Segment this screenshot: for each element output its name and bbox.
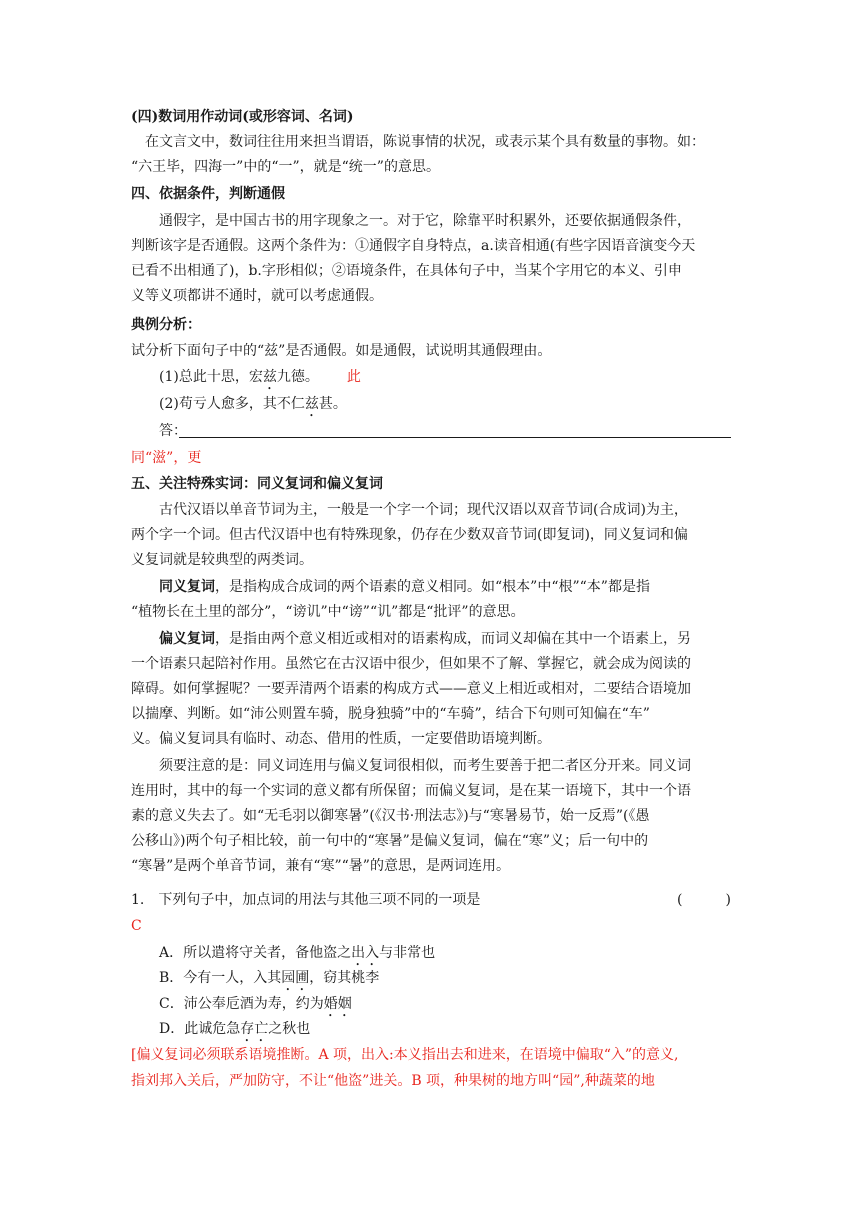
- option-text: 之秋也: [268, 1021, 311, 1037]
- dotted-word: 婚姻: [323, 996, 352, 1012]
- answer-text: 同“滋”，更: [131, 450, 202, 466]
- paragraph-line: 在文言文中，数词往往用来担当谓语，陈说事情的状况，或表示某个具有数量的事物。如：: [145, 134, 705, 150]
- dotted-word: 存亡: [240, 1021, 269, 1037]
- option-d: [159, 1020, 759, 1045]
- option-text: ，窃其桃李: [309, 970, 380, 986]
- option-b: [159, 969, 759, 994]
- question-1-answer: C: [131, 918, 142, 934]
- tongyi-paragraph-first-line: [159, 578, 759, 597]
- section-heading-4: 四、依据条件，判断通假: [131, 186, 285, 202]
- example-text: (1)总此十思，宏: [159, 369, 263, 385]
- paragraph-line: 素的意义失去了。如“无毛羽以御寒暑”(《汉书·刑法志》)与“寒暑易节，始一反焉”(《愚: [131, 808, 650, 824]
- pianyi-paragraph-first-line: [159, 630, 759, 649]
- explanation-line: 指刘邦入关后，严加防守，不让“他盗”进关。B 项，种果树的地方叫“园”,种蔬菜的地: [131, 1073, 655, 1089]
- option-text: B．今有一人，入其: [159, 970, 282, 986]
- answer-label: 答：: [159, 423, 187, 439]
- dotted-char: 兹: [262, 369, 277, 385]
- paragraph-line: 障碍。如何掌握呢？一要弄清两个语素的构成方式——意义上相近或相对，二要结合语境加: [131, 681, 691, 697]
- example-heading: 典例分析：: [131, 317, 201, 333]
- paragraph-line: 古代汉语以单音节词为主，一般是一个字一个词；现代汉语以双音节词(合成词)为主，: [159, 502, 688, 518]
- paragraph-line: 义等义项都讲不通时，就可以考虑通假。: [131, 288, 383, 304]
- paragraph-text: ，是指构成合成词的两个语素的意义相同。如“根本”中“根”“本”都是指: [215, 579, 650, 595]
- example-answer: 此: [346, 369, 361, 385]
- option-text: 与非常也: [379, 945, 436, 961]
- paragraph-line: 两个字一个词。但古代汉语中也有特殊现象，仍存在少数双音节词(即复词)，同义复词和偏: [131, 527, 688, 543]
- paragraph-line: 已看不出相通了)，b.字形相似；②语境条件，在具体句子中，当某个字用它的本义、引申: [131, 263, 682, 279]
- example-question: 试分析下面句子中的“兹”是否通假。如是通假，试说明其通假理由。: [131, 343, 552, 359]
- paren-close: ): [725, 892, 731, 908]
- paragraph-line: “寒暑”是两个单音节词，兼有“寒”“暑”的意思，是两词连用。: [131, 858, 510, 874]
- paragraph-text: ，是指由两个意义相近或相对的语素构成，而词义却偏在其中一个语素上，另: [215, 631, 691, 647]
- dotted-char: 兹: [304, 396, 319, 412]
- paragraph-line: 一个语素只起陪衬作用。虽然它在古汉语中很少，但如果不了解、掌握它，就会成为阅读的: [131, 656, 691, 672]
- dotted-word: 园圃: [281, 970, 310, 986]
- example-text: (2)苟亏人愈多，其不仁: [159, 396, 305, 412]
- example-item-1: [159, 368, 759, 393]
- option-text: D．此诚危急: [159, 1021, 241, 1037]
- paragraph-line: 以揣摩、判断。如“沛公则置车骑，脱身独骑”中的“车骑”，结合下句则可知偏在“车”: [131, 706, 650, 722]
- paren-open: (: [677, 892, 683, 908]
- option-text: A．所以遣将守关者，备他盗之: [159, 945, 352, 961]
- example-text: 九德。: [276, 369, 319, 385]
- paragraph-line: 通假字，是中国古书的用字现象之一。对于它，除靠平时积累外，还要依据通假条件，: [159, 213, 691, 229]
- paragraph-line: 连用时，其中的每一个实词的意义都有所保留；而偏义复词，是在某一语境下，其中一个语: [131, 783, 691, 799]
- term-tongyi: 同义复词: [159, 579, 215, 595]
- paragraph-line: 判断该字是否通假。这两个条件为：①通假字自身特点，a.读音相通(有些字因语音演变今天: [131, 238, 696, 254]
- section-heading-5: 五、关注特殊实词：同义复词和偏义复词: [131, 476, 383, 492]
- section4-subheading: (四)数词用作动词(或形容词、名词): [131, 109, 354, 125]
- option-a: [159, 944, 759, 969]
- answer-blank-line: [179, 437, 731, 438]
- option-text: C．沛公奉卮酒为寿，约为: [159, 996, 324, 1012]
- paragraph-line: “六王毕，四海一”中的“一”，就是“统一”的意思。: [131, 159, 440, 175]
- example-text: 甚。: [318, 396, 347, 412]
- question-1: 1. 下列句子中，加点词的用法与其他三项不同的一项是: [131, 892, 481, 908]
- paragraph-line: 义复词就是较典型的两类词。: [131, 552, 313, 568]
- dotted-word: 出入: [351, 945, 380, 961]
- paragraph-line: 须要注意的是：同义词连用与偏义复词很相似，而考生要善于把二者区分开来。同义词: [159, 758, 691, 774]
- option-c: [159, 995, 759, 1020]
- paragraph-line: 义。偏义复词具有临时、动态、借用的性质，一定要借助语境判断。: [131, 731, 551, 747]
- paragraph-line: 公移山》)两个句子相比较，前一句中的“寒暑”是偏义复词，偏在“寒”义；后一句中的: [131, 833, 649, 849]
- paragraph-line: “植物长在土里的部分”，“谤讥”中“谤”“讥”都是“批评”的意思。: [131, 604, 525, 620]
- example-item-2: [159, 395, 759, 420]
- explanation-line: [偏义复词必须联系语境推断。A 项，出入:本义指出去和进来，在语境中偏取“入”的意义,: [131, 1047, 679, 1063]
- answer-bracket: [677, 891, 731, 910]
- term-pianyi: 偏义复词: [159, 631, 215, 647]
